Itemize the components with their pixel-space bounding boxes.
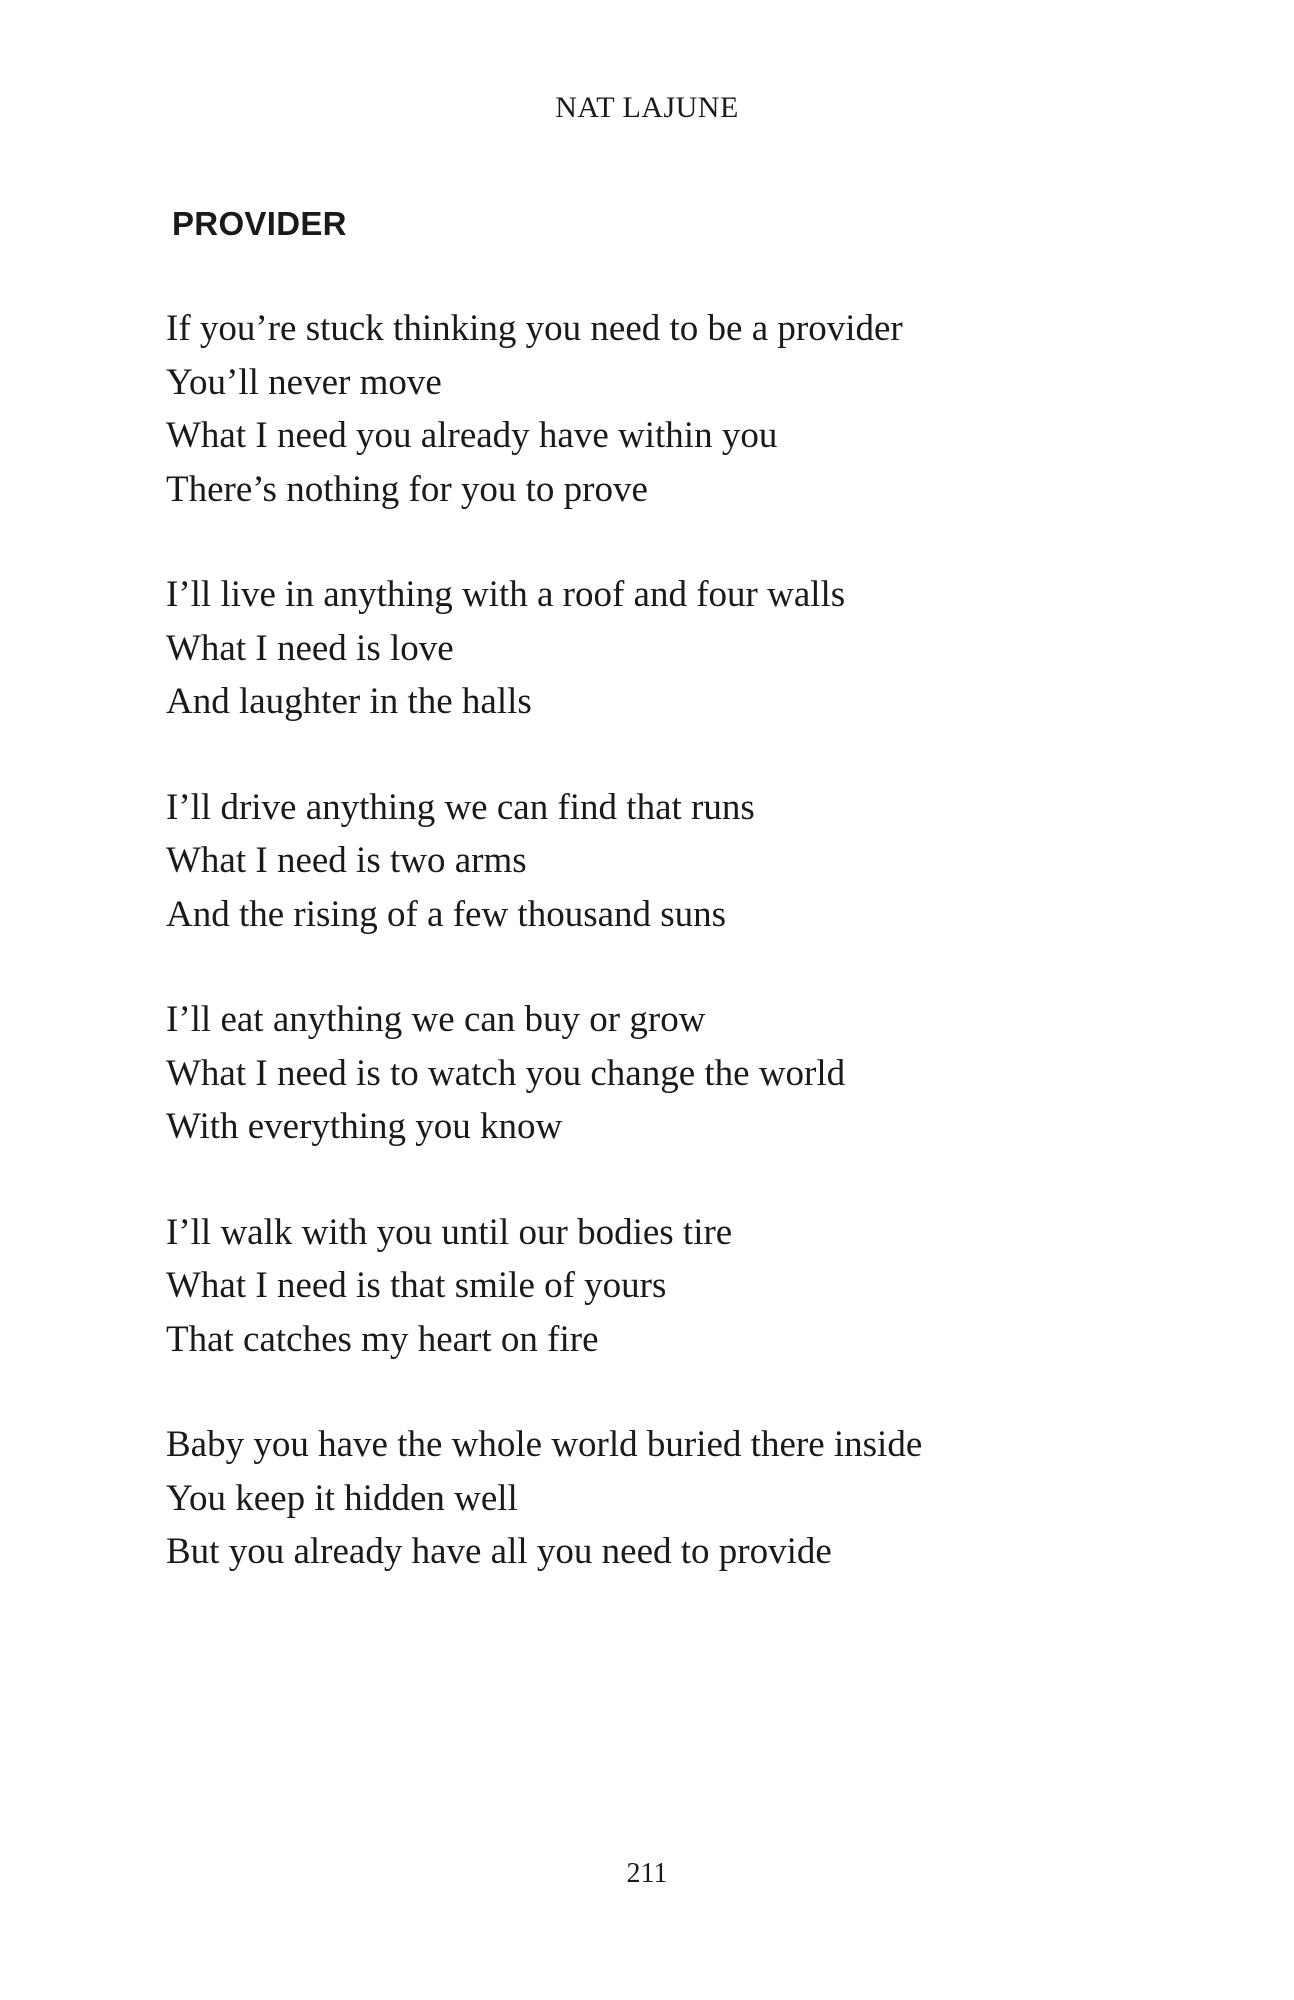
running-head: NAT LAJUNE	[555, 91, 739, 124]
page-number: 211	[626, 1858, 668, 1889]
stanza-3	[166, 781, 1166, 942]
poem-title: PROVIDER	[172, 205, 347, 242]
poem-line: There’s nothing for you to prove	[166, 468, 648, 510]
poem-line: What I need you already have within you	[166, 415, 778, 456]
stanza-1	[166, 302, 1166, 516]
poem-line: But you already have all you need to provide	[166, 1531, 832, 1572]
poem-line: And the rising of a few thousand suns	[166, 893, 727, 935]
stanza-4	[166, 993, 1166, 1154]
poem-body	[166, 302, 1166, 1631]
poem-line: What I need is that smile of yours	[166, 1265, 667, 1306]
poem-line: I’ll eat anything we can buy or grow	[166, 999, 706, 1040]
stanza-6	[166, 1418, 1166, 1579]
stanza-2	[166, 568, 1166, 729]
poem-line: What I need is to watch you change the world	[166, 1052, 846, 1094]
poem-line: I’ll drive anything we can find that runs	[166, 786, 755, 828]
poem-line: I’ll walk with you until our bodies tire	[166, 1211, 733, 1253]
poem-line: Baby you have the whole world buried there inside	[166, 1424, 923, 1465]
poem-line: I’ll live in anything with a roof and four walls	[166, 574, 846, 615]
poem-line: That catches my heart on fire	[166, 1318, 599, 1360]
poem-line: What I need is two arms	[166, 840, 527, 881]
poem-line: And laughter in the halls	[166, 681, 532, 722]
poem-line: If you’re stuck thinking you need to be a provider	[166, 308, 903, 349]
poem-line: With everything you know	[166, 1106, 563, 1147]
poem-line: You’ll never move	[166, 361, 442, 403]
poem-line: What I need is love	[166, 627, 454, 669]
stanza-5	[166, 1206, 1166, 1367]
poem-line: You keep it hidden well	[166, 1477, 518, 1519]
